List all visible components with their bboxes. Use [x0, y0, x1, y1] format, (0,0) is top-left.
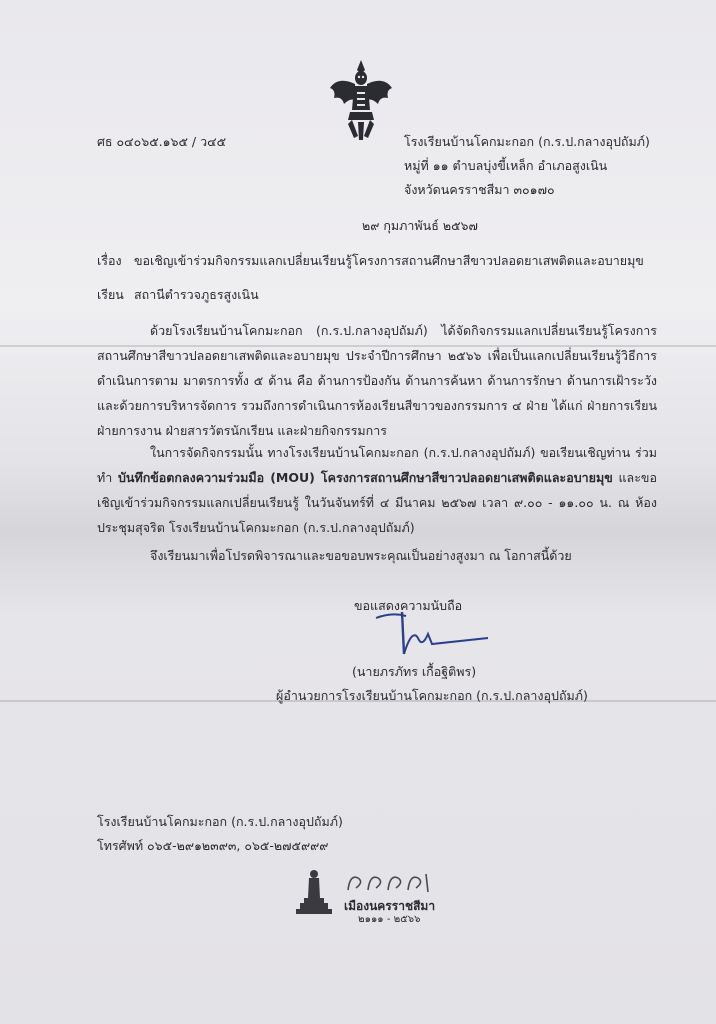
recipient-text: สถานีตำรวจภูธรสูงเนิน [134, 287, 259, 302]
paragraph-2-details: และขอเชิญเข้าร่วมกิจกรรมแลกเปลี่ยนเรียนรู้ ในวันจันทร์ที่ ๔ มีนาคม ๒๕๖๗ เวลา ๙.๐๐ - ๑๑.๐๐ น. ณ ห้องประชุมสุจริต โรงเรียนบ้านโคกมะกอก (ก.ร.ป.กลางอุปถัมภ์) [97, 470, 657, 535]
closing-paragraph: จึงเรียนมาเพื่อโปรดพิจารณาและขอขอบพระคุณเป็นอย่างสูงมา ณ โอกาสนี้ด้วย [150, 548, 572, 563]
regards-line: ขอแสดงความนับถือ [354, 598, 463, 613]
signer-title: ผู้อำนวยการโรงเรียนบ้านโคกมะกอก (ก.ร.ป.กลางอุปถัมภ์) [276, 688, 588, 703]
paragraph-2-intro: ในการจัดกิจกรรมนั้น ทางโรงเรียนบ้านโคกมะกอก (ก.ร.ป.กลางอุปถัมภ์) ขอเรียนเชิญท่าน ร่วมทำ [97, 445, 657, 485]
signer-name: (นายภรภัทร เกื้อฐิติพร) [352, 664, 477, 679]
body-paragraph-2 [97, 440, 657, 540]
recipient-label: เรียน [97, 287, 124, 302]
monument-icon [296, 868, 332, 914]
city-logo-text: เมืองนครราชสีมา [344, 899, 436, 913]
body-paragraph-1: ด้วยโรงเรียนบ้านโคกมะกอก (ก.ร.ป.กลางอุปถัมภ์) ได้จัดกิจกรรมแลกเปลี่ยนเรียนรู้โครงการสถานศึกษาสีขาวปลอดยาเสพติดและอบายมุข ประจำปีการศึกษา ๒๕๖๖ เพื่อเป็นแลกเปลี่ยนเรียนรู้วิธีการดำเนินการตาม มาตรการทั้ง ๕ ด้าน คือ ด้านการป้องกัน ด้านการค้นหา ด้านการรักษา ด้านการเฝ้าระวัง และด้วยการบริหารจัดการ รวมถึงการดำเนินการห้องเรียนสีขาวของกรรมการ ๔ ฝ่าย ได้แก่ ฝ่ายการเรียนฝ่ายการงาน ฝ่ายสารวัตรนักเรียน และฝ่ายกิจกรรมการ [97, 323, 657, 438]
sender-address-line2: จังหวัดนครราชสีมา ๓๐๑๗๐ [404, 182, 555, 197]
subject-text: ขอเชิญเข้าร่วมกิจกรรมแลกเปลี่ยนเรียนรู้โครงการสถานศึกษาสีขาวปลอดยาเสพติดและอบายมุข [134, 253, 644, 268]
garuda-emblem-icon [328, 58, 394, 142]
footer-organization: โรงเรียนบ้านโคกมะกอก (ก.ร.ป.กลางอุปถัมภ์) [97, 814, 343, 829]
subject-label: เรื่อง [97, 253, 122, 268]
signature-icon [372, 608, 492, 658]
city-logo-icon [344, 870, 432, 894]
mou-title: บันทึกข้อตกลงความร่วมมือ (MOU) โครงการสถานศึกษาสีขาวปลอดยาเสพติดและอบายมุข [117, 470, 613, 485]
reference-number: ศธ ๐๔๐๖๕.๑๖๕ / ว๔๕ [97, 134, 227, 149]
sender-name: โรงเรียนบ้านโคกมะกอก (ก.ร.ป.กลางอุปถัมภ์) [404, 134, 650, 149]
letter-date: ๒๙ กุมภาพันธ์ ๒๕๖๗ [362, 218, 478, 233]
city-logo-years: ๒๑๑๑ - ๒๕๖๖ [358, 914, 421, 925]
footer-phone: โทรศัพท์ ๐๖๕-๒๙๑๒๓๙๓, ๐๖๕-๒๗๕๙๙๙ [97, 838, 329, 853]
sender-address-line1: หมู่ที่ ๑๑ ตำบลบุ่งขี้เหล็ก อำเภอสูงเนิน [404, 158, 608, 173]
